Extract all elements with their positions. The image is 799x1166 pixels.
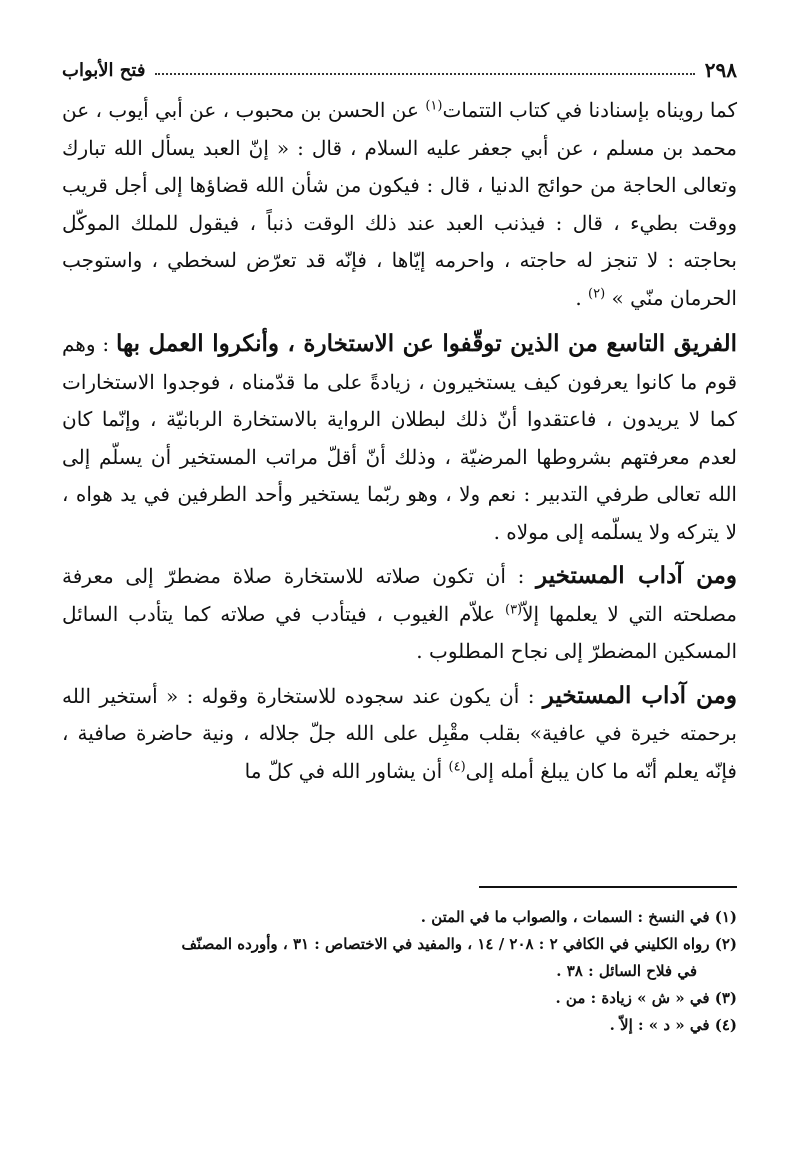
footnote-marker-2: (٢) (588, 285, 606, 301)
main-text (62, 92, 737, 790)
page-header (62, 52, 737, 88)
header-leader-dots (155, 73, 694, 75)
running-title: فتح الأبواب (62, 59, 146, 81)
paragraph-1: كما رويناه بإسنادنا في كتاب التتمات$^{(١)}$ عن الحسن بن محبوب ، عن أبي أيوب ، عن محمد بن مسلم ، عن أبي جعفر عليه السلام ، قال : « إنّ العبد يسأل الله تبارك وتعالى الحاجة من حوائج الدنيا ، قال : فيكون من شأن الله قضاؤها إلى أجل قريب ووقت بطيء ، قال : فيذنب العبد عند ذلك الوقت ذنباً ، فيقول للملك الموكّل بحاجته : لا تنجز له حاجته ، واحرمه إيّاها ، فإنّه قد تعرّض لسخطي ، واستوجب الحرمان منّي » $^{(٢)}$ . (62, 98, 737, 310)
footnotes (62, 904, 737, 1039)
footnote-marker-1: (١) (425, 98, 443, 114)
footnote-4: (٤) في « د » : إلاّ . (609, 1016, 737, 1034)
section-heading-etiquette-1: ومن آداب المستخير (536, 562, 738, 589)
footnote-marker-4: (٤) (448, 758, 466, 774)
footnote-1: (١) في النسخ : السمات ، والصواب ما في المتن . (420, 908, 737, 926)
footnote-separator (479, 886, 737, 888)
paragraph-2: الفريق التاسع من الذين توقّفوا عن الاستخارة ، وأنكروا العمل بها : وهم قوم ما كانوا يعرفون كيف يستخيرون ، زيادةً على ما قدّمناه ، فوجدوا الاستخارات كما لا يريدون ، فاعتقدوا أنّ ذلك لبطلان الرواية بالاستخارة الربانيّة ، وإنّما كان لعدم معرفتهم بشروطها المرضيّة ، وذلك أنّ أقلّ مراتب المستخير أن يسلّم إلى الله تعالى طرفي التدبير : نعم ولا ، وهو ربّما يستخير وأحد الطرفين في يد هواه ، لا يتركه ولا يسلّمه إلى مولاه . (62, 330, 738, 544)
footnote-marker-3: (٣) (504, 601, 523, 617)
section-heading-ninth-group: الفريق التاسع من الذين توقّفوا عن الاستخارة ، وأنكروا العمل بها (115, 330, 737, 357)
footnote-2: (٢) رواه الكليني في الكافي ٢ : ٢٠٨ / ١٤ ، والمفيد في الاختصاص : ٣١ ، وأورده المصنّف (181, 935, 737, 953)
footnote-3: (٣) في « ش » زيادة : من . (555, 989, 737, 1007)
section-heading-etiquette-2: ومن آداب المستخير (542, 681, 737, 709)
paragraph-4: ومن آداب المستخير : أن يكون عند سجوده للاستخارة وقوله : « أستخير الله برحمته خيرة في عافية» بقلب مقْبِل على الله جلّ جلاله ، ونية حاضرة صافية ، فإنّه يعلم أنّه ما كان يبلغ أمله إلى$^{(٤)}$ أن يشاور الله في كلّ ما (62, 681, 737, 783)
paragraph-3: ومن آداب المستخير : أن تكون صلاته للاستخارة صلاة مضطرّ إلى معرفة مصلحته التي لا يعلمها إلاّ$^{(٣)}$ علاّم الغيوب ، فيتأدب في صلاته كما يتأدب السائل المسكين المضطرّ إلى نجاح المطلوب . (62, 562, 738, 663)
footnote-2-continued: في فلاح السائل : ٣٨ . (556, 962, 697, 980)
page-number: ٢٩٨ (704, 58, 737, 82)
